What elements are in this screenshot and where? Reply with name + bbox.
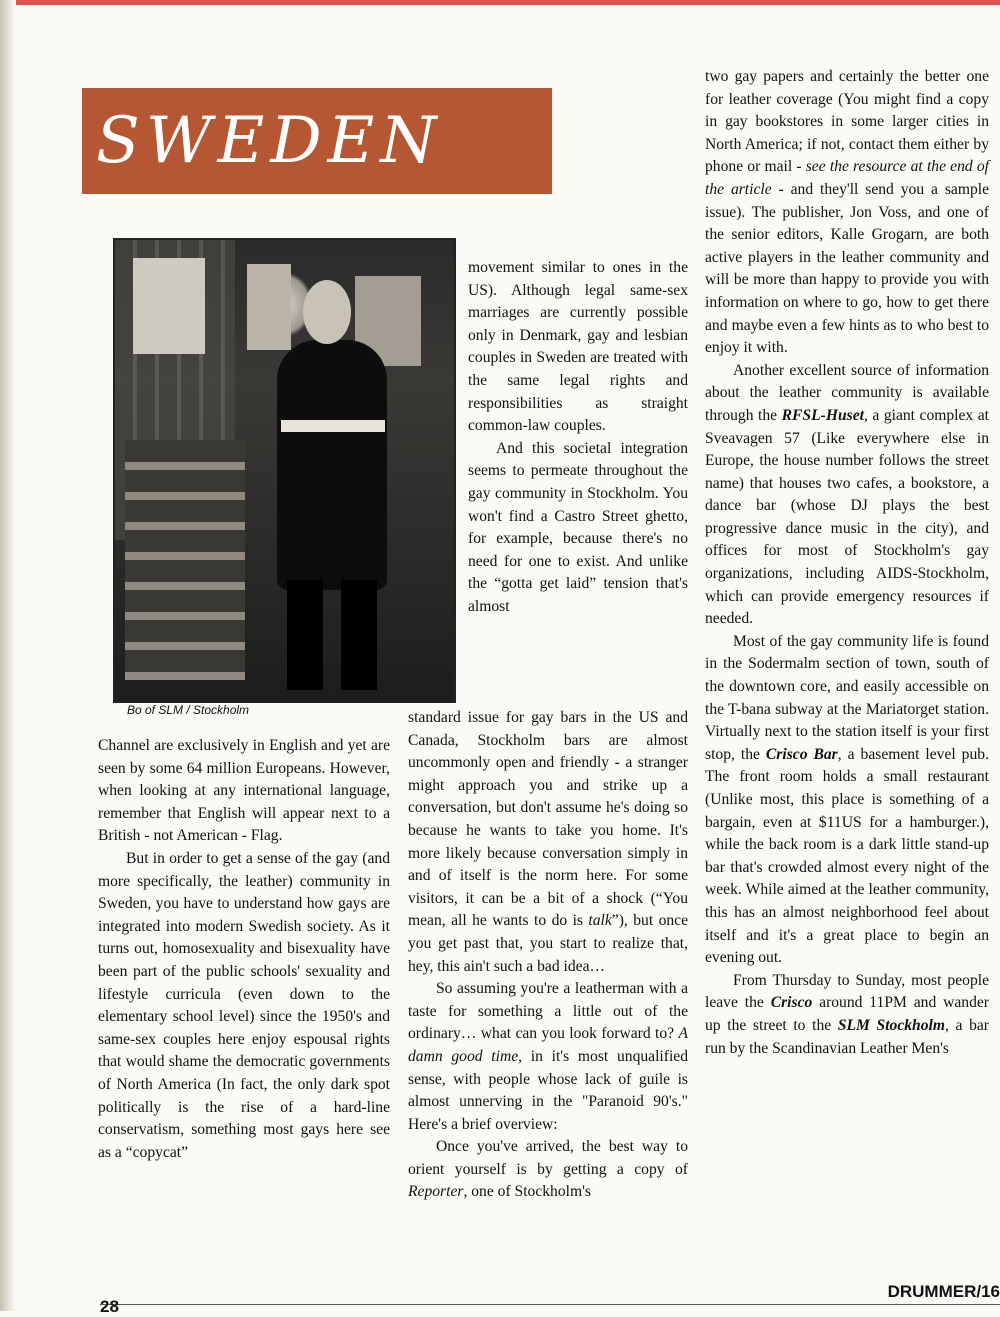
photo-poster	[247, 264, 291, 350]
paragraph: movement similar to ones in the US). Although legal same-sex marriages are currently possible only in Denmark, gay and lesbian couples in Sweden are treated with the same legal rights and responsibilities as straight common-law couples.	[468, 259, 688, 435]
text-run: Another excellent source of information about the leather community is available through the	[705, 361, 989, 424]
text-run: , a bar run by the Scandinavian Leather Men's	[705, 1016, 990, 1057]
text-run: So assuming you're a leatherman with a taste for something a little out of the ordinary… what can you look forward to?	[408, 980, 688, 1043]
text-run: ”), but once you get past that, you start to realize that, hey, this ain't such a bad idea…	[408, 912, 689, 975]
photo-figure-body	[277, 340, 387, 590]
paragraph	[705, 360, 989, 631]
venue-name: RFSL-Huset	[781, 406, 864, 424]
text-run: Once you've arrived, the best way to orient yourself is by getting a copy of	[408, 1138, 688, 1178]
photo-bo-of-slm	[113, 238, 456, 703]
text-run: From Thursday to Sunday, most people leave the	[705, 971, 989, 1012]
photo-figure-belt	[281, 420, 385, 432]
venue-name: Crisco	[770, 994, 813, 1012]
paragraph: But in order to get a sense of the gay (and more specifically, the leather) community in Sweden, you have to understand how gays are integrated into modern Swedish society. As it turns out, homosexuality and bisexuality have been part of the public schools' sexuality and lifestyle curricula (even down to the elementary school level) since the 1950's and same-sex couples here enjoy espousal rights that would shame the democratic governments of North America (In fact, the only dark spot politically is the rise of a hard-line conservatism, something most gays here see as a “copycat”	[98, 849, 390, 1161]
text-run: , a basement level pub. The front room holds a small restaurant (Unlike most, this place is something of a bargain, even at $11US for a hamburger.), while the back room is a dark little stand-up bar that's crowded almost every night of the week. While aimed at the leather community, this has an almost neighborhood feel about itself and it's a great place to begin an evening out.	[705, 745, 989, 967]
column-2-upper	[468, 257, 688, 619]
magazine-footer: DRUMMER/16	[887, 1282, 1000, 1301]
page-binding-edge	[0, 0, 16, 1311]
top-edge	[0, 0, 1000, 5]
text-run: , one of Stockholm's	[463, 1183, 591, 1201]
page-number: 28	[100, 1297, 119, 1316]
text-run: Most of the gay community life is found in the Sodermalm section of town, south of the downtown core, and easily accessible on the T-bana subway at the Mariatorget station. Virtually next to the station itself is your first stop, the	[705, 632, 989, 763]
paragraph	[705, 970, 989, 1060]
text-run: around 11PM and wander up the street to the	[705, 994, 989, 1034]
photo-poster	[133, 258, 205, 354]
paragraph	[705, 631, 989, 970]
text-run: , in it's most unqualified sense, with people whose lack of guile is almost unnerving in the "Paranoid 90's." Here's a brief overview:	[408, 1047, 688, 1133]
text-run: - and they'll send you a sample issue). The publisher, Jon Voss, and one of the senior editors, Kalle Grogarn, are both active players in the leather community and will be more than happy to provide you with information on where to go, how to get there and maybe even a few hints as to who best to enjoy it with.	[705, 180, 989, 357]
paragraph	[408, 707, 688, 978]
paragraph	[408, 1136, 688, 1204]
column-3	[705, 66, 989, 1060]
page-title: SWEDEN	[96, 104, 443, 178]
emphasis: Reporter	[408, 1183, 464, 1201]
column-1	[98, 735, 390, 1164]
photo-crates	[125, 440, 245, 680]
footer-rule	[100, 1304, 1000, 1305]
venue-name: SLM Stockholm	[837, 1016, 945, 1034]
paragraph	[408, 978, 688, 1136]
column-2-lower	[408, 707, 688, 1204]
venue-name: Crisco Bar	[765, 745, 838, 763]
paragraph	[705, 66, 989, 360]
emphasis: see the resource at the end of the article	[705, 158, 989, 198]
photo-figure-head	[303, 280, 351, 344]
text-run: standard issue for gay bars in the US and Canada, Stockholm bars are almost uncommonly open and friendly - a stranger might approach you and strike up a conversation, but don't assume he's doing so because he wants to take you home. It's more likely because conversation simply in and of itself is the norm here. For some visitors, it can be a bit of a shock (“You mean, all he wants to do is	[408, 709, 688, 930]
text-run: , a giant complex at Sveavagen 57 (Like everywhere else in Europe, the house number follows the street name) that houses two cafes, a bookstore, a dance bar (whose DJ plays the best progressive dance music in the city), and offices for most of Stockholm's gay organizations, including AIDS-Stockholm, which can provide emergency resources if needed.	[705, 406, 990, 628]
emphasis: talk	[588, 912, 612, 930]
photo-figure-legs	[287, 580, 377, 690]
title-banner	[82, 88, 552, 194]
photo-caption: Bo of SLM / Stockholm	[127, 703, 250, 717]
paragraph: And this societal integration seems to permeate throughout the gay community in Stockholm. You won't find a Castro Street ghetto, for example, because there's no need for one to exist. And unlike the “gotta get laid” tension that's almost	[468, 439, 688, 615]
paragraph: Channel are exclusively in English and yet are seen by some 64 million Europeans. However, when looking at any international language, remember that English will appear next to a British - not American - Flag.	[98, 737, 390, 845]
emphasis: A damn good time	[408, 1025, 688, 1065]
text-run: two gay papers and certainly the better one for leather coverage (You might find a copy in gay bookstores in some larger cities in North America; if not, contact them either by phone or mail -	[705, 68, 989, 176]
